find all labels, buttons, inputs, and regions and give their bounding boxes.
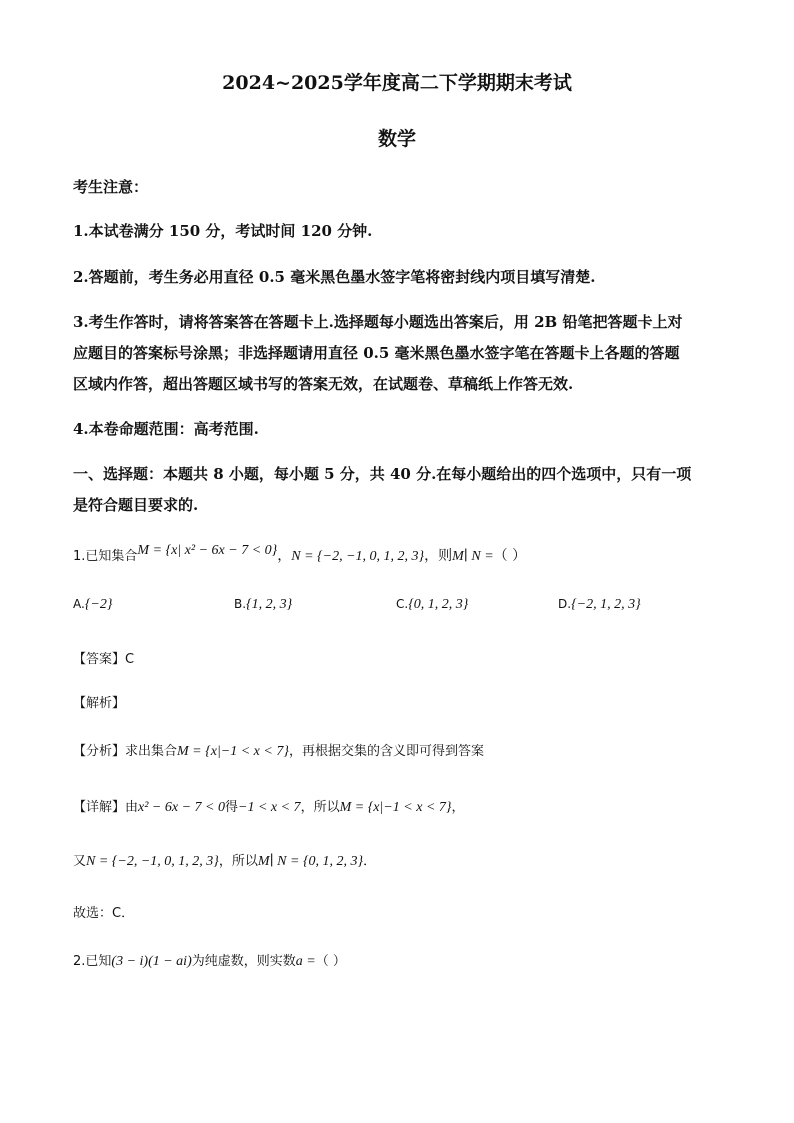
q1-also-math-1: N = {−2, −1, 0, 1, 2, 3} [86,854,219,869]
q1-also-mid: ，所以 [218,854,258,869]
q2-prefix: 2.已知 [73,954,112,969]
q1-option-d-label: D. [558,597,572,611]
q1-option-a-value: {−2} [84,597,113,612]
q1-detail-math-2: −1 < x < 7 [238,800,301,815]
exam-title: 2024~2025学年度高二下学期期末考试 [222,72,572,94]
q1-fenxi-prefix: 【分析】求出集合 [73,744,178,759]
q1-also [73,850,376,870]
q2-paren: （ ） [315,954,346,969]
notice-heading: 考生注意： [73,178,149,196]
q1-option-d-value: {−2, 1, 2, 3} [571,597,641,612]
subject-title: 数学 [377,128,416,150]
q1-fenxi [73,740,484,760]
q1-paren: （ ） [493,548,527,564]
notice-item-3-line-3: 区域内作答，超出答题区域书写的答案无效，在试题卷、草稿纸上作答无效. [73,375,574,393]
q1-also-end: ． [363,854,377,869]
question-2 [73,950,346,970]
question-1 [73,545,526,565]
notice-item-1: 1.本试卷满分 150 分，考试时间 120 分钟. [73,222,373,240]
q1-comma: ， [277,548,292,564]
q1-analysis-heading: 【解析】 [73,696,126,711]
notice-item-2: 2.答题前，考生务必用直径 0.5 毫米黑色墨水签字笔将密封线内项目填写清楚. [73,268,596,286]
q1-option-c-value: {0, 1, 2, 3} [408,597,469,612]
q1-detail-math-3: M = {x|−1 < x < 7} [339,800,452,815]
q1-set-m: M = {x| x² − 6x − 7 < 0} [137,543,278,558]
q1-fenxi-suffix: ，再根据交集的含义即可得到答案 [288,744,484,759]
q1-also-math-2: M∣ N = {0, 1, 2, 3} [257,854,364,869]
q2-expr: (3 − i)(1 − ai) [111,954,192,969]
notice-item-3-line-2: 应题目的答案标号涂黑；非选择题请用直径 0.5 毫米黑色墨水签字笔在答题卡上各题的答题 [73,344,680,362]
q1-option-d [558,596,641,613]
q1-choose: 故选：C． [73,906,135,921]
section1-line-2: 是符合题目要求的. [73,496,199,514]
q1-option-b [234,596,292,613]
q1-option-b-label: B. [234,597,247,611]
q1-option-a [73,596,112,613]
q1-then: ，则 [424,548,453,564]
q1-also-prefix: 又 [73,854,87,869]
q1-detail-math-1: x² − 6x − 7 < 0 [138,800,225,815]
q1-option-b-value: {1, 2, 3} [246,597,293,612]
section1-line-1: 一、选择题：本题共 8 小题，每小题 5 分，共 40 分.在每小题给出的四个选项中，只有一项 [73,465,692,483]
q1-option-a-label: A. [73,597,85,611]
q1-option-c [396,596,468,613]
q1-answer: 【答案】C [73,652,135,667]
q1-fenxi-math: M = {x|−1 < x < 7} [177,744,289,759]
q1-detail-mid-1: 得 [224,800,238,815]
q1-prefix: 1.已知集合 [73,549,138,564]
notice-item-4: 4.本卷命题范围：高考范围. [73,420,259,438]
q1-detail-end: ， [451,800,465,815]
q1-detail [73,796,465,816]
q1-expr: M∣ N = [452,549,494,564]
q1-set-n: N = {−2, −1, 0, 1, 2, 3} [291,549,425,564]
q1-detail-mid-2: ，所以 [300,800,340,815]
q1-option-c-label: C. [396,597,409,611]
q2-var: a = [295,954,316,969]
notice-item-3-line-1: 3.考生作答时，请将答案答在答题卡上.选择题每小题选出答案后，用 2B 铅笔把答题卡上对 [73,313,683,331]
q1-detail-prefix: 【详解】由 [73,800,139,815]
q2-mid: 为纯虚数，则实数 [191,954,296,969]
